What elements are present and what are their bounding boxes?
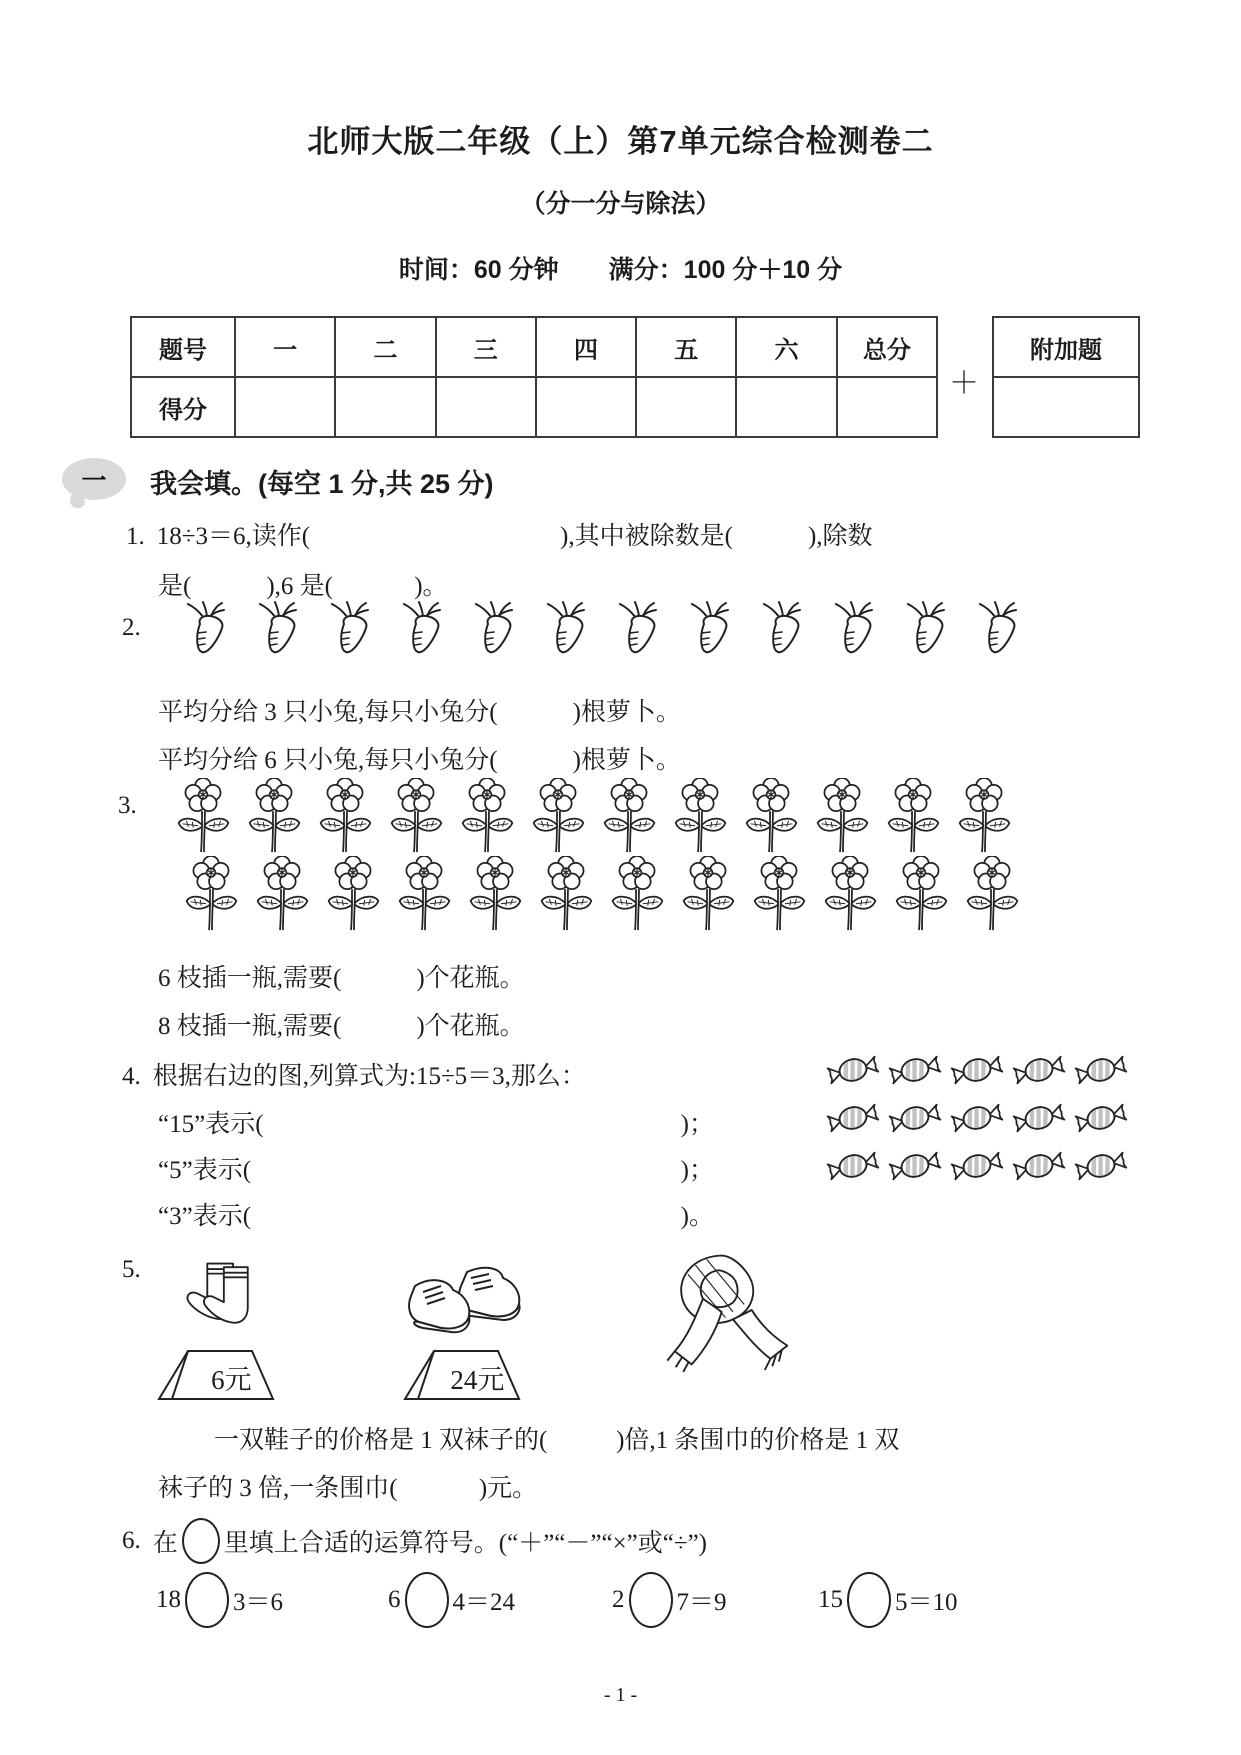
- time-score-info: 时间：60 分钟 满分：100 分＋10 分: [398, 256, 843, 284]
- q3-flower-row-1: [170, 778, 1017, 856]
- page-number: - 1 -: [603, 1684, 638, 1706]
- carrot-icon: [392, 600, 456, 660]
- bonus-cell-empty: [993, 377, 1139, 437]
- flower-icon: [178, 856, 244, 934]
- q4-item-15-close: )；: [680, 1111, 714, 1138]
- q6-header-blank-circle: [182, 1518, 220, 1564]
- q6-eq1-left: 18: [156, 1586, 181, 1613]
- q4-item-3-close: )。: [680, 1203, 714, 1230]
- shoe-price-tag: [398, 1346, 526, 1404]
- flower-icon: [738, 778, 804, 856]
- flower-icon: [604, 856, 670, 934]
- flower-icon: [391, 856, 457, 934]
- q3-flower-row-2: [178, 856, 1025, 934]
- candy-icon: [1008, 1046, 1070, 1094]
- score-header-cell: 一: [235, 317, 335, 377]
- flower-icon: [462, 856, 528, 934]
- flower-icon: [249, 856, 315, 934]
- q4-intro-line: [122, 1056, 586, 1092]
- candy-icon: [946, 1046, 1008, 1094]
- q6-equation-3: [612, 1572, 727, 1628]
- q4-candy-grid: [822, 1046, 1134, 1190]
- carrot-icon: [968, 600, 1032, 660]
- page-subtitle: （分一分与除法）: [520, 190, 721, 218]
- q6-equation-1: [156, 1572, 283, 1628]
- q4-intro: 根据右边的图,列算式为:15÷5＝3,那么：: [152, 1063, 586, 1090]
- carrot-icon: [896, 600, 960, 660]
- score-header-cell: 三: [436, 317, 536, 377]
- q6-eq2-left: 6: [388, 1586, 401, 1613]
- score-cell-empty: [235, 377, 335, 437]
- flower-icon: [454, 778, 520, 856]
- flower-icon: [383, 778, 449, 856]
- socks-illustration-icon: [168, 1258, 276, 1350]
- sock-price-tag: [152, 1346, 280, 1404]
- q3-number: 3.: [118, 792, 137, 819]
- plus-sign: ＋: [949, 367, 979, 400]
- flower-icon: [312, 778, 378, 856]
- carrot-icon: [248, 600, 312, 660]
- q4-item-5: [158, 1150, 714, 1186]
- carrot-icon: [752, 600, 816, 660]
- q4-item-5-close: )；: [680, 1157, 714, 1184]
- candy-icon: [1070, 1094, 1132, 1142]
- candy-icon: [884, 1142, 946, 1190]
- score-header-cell: 六: [736, 317, 836, 377]
- flower-icon: [241, 778, 307, 856]
- score-row-label: 得分: [131, 377, 235, 437]
- q5-line-2: 袜子的 3 倍,一条围巾( )元。: [158, 1475, 538, 1502]
- candy-icon: [884, 1094, 946, 1142]
- page-title: 北师大版二年级（上）第7单元综合检测卷二: [307, 124, 934, 159]
- carrot-icon: [680, 600, 744, 660]
- score-cell-empty: [636, 377, 736, 437]
- sock-price: 6元: [211, 1365, 252, 1395]
- section-one-title: 我会填。(每空 1 分,共 25 分): [150, 469, 494, 499]
- q6-suffix: 里填上合适的运算符号。(“＋”“－”“×”或“÷”): [223, 1530, 708, 1557]
- candy-icon: [822, 1142, 884, 1190]
- carrot-icon: [464, 600, 528, 660]
- q6-eq4-circle: [847, 1572, 891, 1628]
- flower-icon: [888, 856, 954, 934]
- q6-eq4-left: 15: [818, 1586, 843, 1613]
- q2-number: 2.: [122, 614, 141, 641]
- candy-icon: [1008, 1142, 1070, 1190]
- q3-line-2: 8 枝插一瓶,需要( )个花瓶。: [158, 1013, 525, 1040]
- flower-icon: [809, 778, 875, 856]
- flower-icon: [675, 856, 741, 934]
- shoes-illustration-icon: [392, 1252, 532, 1352]
- flower-icon: [959, 856, 1025, 934]
- q4-item-15: [158, 1104, 714, 1140]
- q1-text-1: 18÷3＝6,读作( ),其中被除数是( ),除数: [156, 523, 873, 550]
- q4-item-3: [158, 1196, 714, 1232]
- q4-item-5-open: “5”表示(: [158, 1157, 252, 1184]
- flower-icon: [746, 856, 812, 934]
- carrot-icon: [320, 600, 384, 660]
- q4-item-15-open: “15”表示(: [158, 1111, 264, 1138]
- candy-icon: [822, 1046, 884, 1094]
- score-header-cell: 题号: [131, 317, 235, 377]
- q6-prefix: 在: [152, 1530, 178, 1557]
- score-cell-empty: [837, 377, 937, 437]
- flower-icon: [817, 856, 883, 934]
- score-cell-empty: [335, 377, 435, 437]
- score-cell-empty: [536, 377, 636, 437]
- candy-icon: [946, 1094, 1008, 1142]
- q5-line-1: 一双鞋子的价格是 1 双袜子的( )倍,1 条围巾的价格是 1 双: [214, 1427, 900, 1454]
- carrot-icon: [608, 600, 672, 660]
- q6-equation-4: [818, 1572, 958, 1628]
- candy-icon: [946, 1142, 1008, 1190]
- q6-eq3-circle: [629, 1572, 673, 1628]
- score-cell-empty: [436, 377, 536, 437]
- q3-line-1: 6 枝插一瓶,需要( )个花瓶。: [158, 965, 525, 992]
- score-table-score-row: [131, 377, 937, 437]
- score-header-cell: 四: [536, 317, 636, 377]
- q6-equation-2: [388, 1572, 515, 1628]
- q5-number: 5.: [122, 1256, 141, 1283]
- score-cell-empty: [736, 377, 836, 437]
- q6-number: 6.: [122, 1527, 141, 1554]
- q6-eq2-circle: [405, 1572, 449, 1628]
- q6-eq4-right: 5＝10: [895, 1589, 958, 1616]
- shoe-price: 24元: [450, 1365, 505, 1395]
- q2-line-1: 平均分给 3 只小兔,每只小兔分( )根萝卜。: [158, 699, 681, 726]
- flower-icon: [667, 778, 733, 856]
- flower-icon: [320, 856, 386, 934]
- q2-line-2: 平均分给 6 只小兔,每只小兔分( )根萝卜。: [158, 747, 681, 774]
- q1-number: 1.: [126, 523, 145, 550]
- flower-icon: [525, 778, 591, 856]
- q6-eq3-right: 7＝9: [676, 1589, 727, 1616]
- q6-header: [122, 1518, 707, 1564]
- flower-icon: [880, 778, 946, 856]
- candy-icon: [1008, 1094, 1070, 1142]
- score-header-cell: 五: [636, 317, 736, 377]
- bonus-header-cell: 附加题: [993, 317, 1139, 377]
- flower-icon: [951, 778, 1017, 856]
- candy-icon: [884, 1046, 946, 1094]
- scarf-illustration-icon: [652, 1250, 797, 1400]
- score-header-cell: 总分: [837, 317, 937, 377]
- q4-number: 4.: [122, 1063, 141, 1090]
- flower-icon: [170, 778, 236, 856]
- candy-icon: [822, 1094, 884, 1142]
- flower-icon: [596, 778, 662, 856]
- carrot-icon: [536, 600, 600, 660]
- q2-carrot-row: [176, 600, 1032, 660]
- carrot-icon: [176, 600, 240, 660]
- candy-icon: [1070, 1046, 1132, 1094]
- score-table: [130, 316, 938, 438]
- flower-icon: [533, 856, 599, 934]
- q6-eq1-right: 3＝6: [233, 1589, 284, 1616]
- q4-item-3-open: “3”表示(: [158, 1203, 252, 1230]
- score-header-cell: 二: [335, 317, 435, 377]
- score-table-header-row: [131, 317, 937, 377]
- candy-icon: [1070, 1142, 1132, 1190]
- carrot-icon: [824, 600, 888, 660]
- q1-line-1: [126, 516, 873, 552]
- q6-eq1-circle: [185, 1572, 229, 1628]
- section-one-marker: 一: [62, 458, 126, 500]
- q6-eq3-left: 2: [612, 1586, 625, 1613]
- q1-line-2: 是( ),6 是( )。: [158, 573, 448, 600]
- q6-eq2-right: 4＝24: [452, 1589, 516, 1616]
- bonus-table: [992, 316, 1140, 438]
